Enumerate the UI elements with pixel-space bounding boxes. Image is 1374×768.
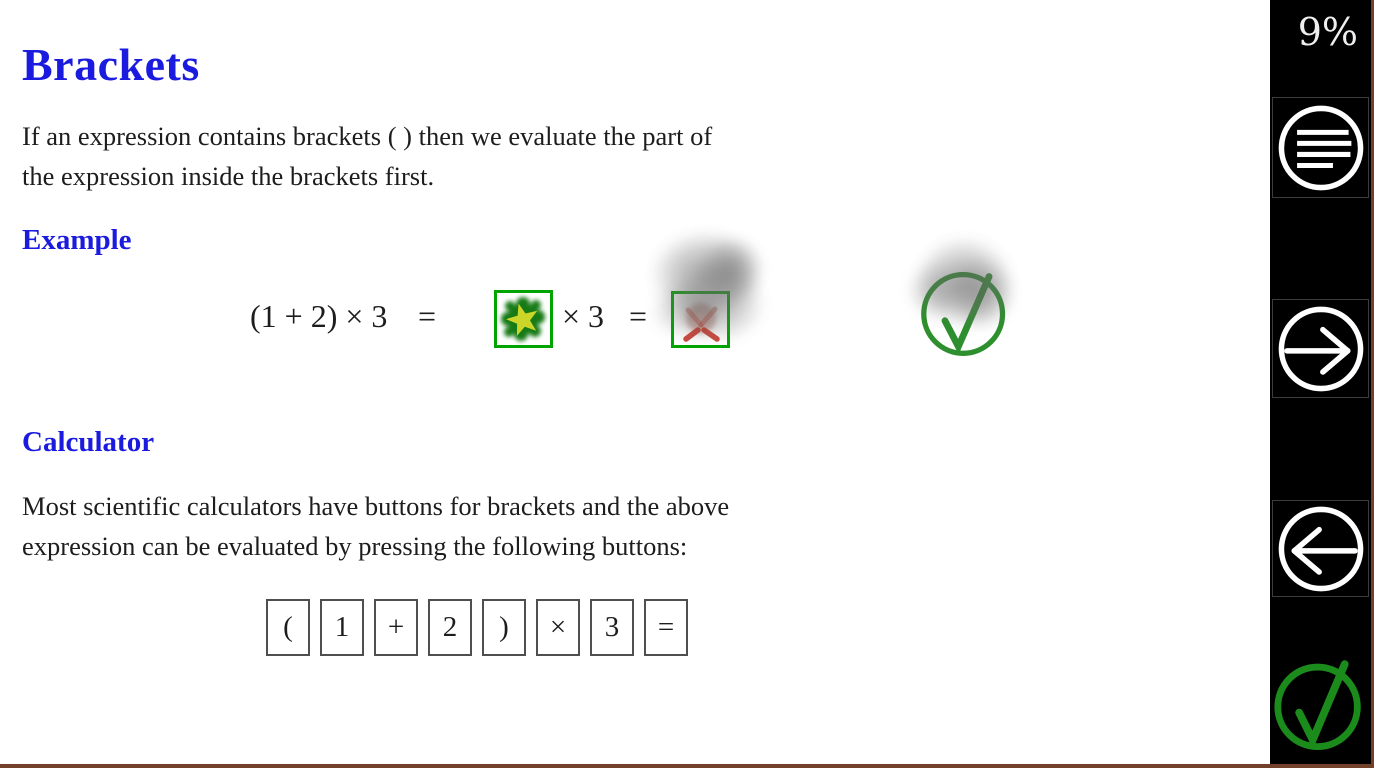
calculator-line-2: expression can be evaluated by pressing the following buttons:	[22, 531, 688, 561]
arrow-left-icon	[1275, 503, 1367, 595]
equals-sign-1: =	[418, 298, 437, 334]
sidebar	[1270, 0, 1374, 768]
calculator-paragraph	[22, 486, 1032, 566]
smudged-red-cross-icon	[674, 294, 727, 345]
times-three: × 3	[562, 298, 605, 334]
calculator-line-1: Most scientific calculators have buttons for brackets and the above	[22, 491, 730, 521]
calc-key-plus: +	[374, 599, 418, 656]
intro-line-1: If an expression contains brackets ( ) then we evaluate the part of	[22, 121, 713, 151]
calc-key-1: 1	[320, 599, 364, 656]
calc-key-close-bracket: )	[482, 599, 526, 656]
calc-key-multiply: ×	[536, 599, 580, 656]
page-title: Brackets	[22, 39, 200, 90]
menu-lines-icon	[1275, 102, 1367, 194]
calc-key-2: 2	[428, 599, 472, 656]
green-check-circle-icon	[919, 264, 1015, 362]
example-heading: Example	[22, 224, 132, 256]
previous-page-button[interactable]	[1272, 500, 1369, 597]
hidden-answer-box[interactable]	[671, 291, 730, 348]
calculator-heading: Calculator	[22, 426, 155, 458]
window-frame-bottom	[0, 764, 1374, 768]
intro-paragraph	[22, 116, 1032, 196]
check-answers-button[interactable]	[1272, 644, 1369, 758]
check-icon	[1272, 648, 1369, 754]
calc-key-equals: =	[644, 599, 688, 656]
expression-lhs: (1 + 2) × 3	[250, 298, 388, 334]
progress-label: 9%	[1297, 10, 1358, 54]
calc-key-3: 3	[590, 599, 634, 656]
calculator-keys-row	[266, 599, 688, 656]
equals-sign-2: =	[629, 298, 648, 334]
star-answer-box[interactable]	[494, 290, 553, 348]
intro-line-2: the expression inside the brackets first.	[22, 161, 435, 191]
next-page-button[interactable]	[1272, 299, 1369, 398]
star-burst-sticker-icon	[497, 293, 550, 345]
calc-key-open-bracket: (	[266, 599, 310, 656]
arrow-right-icon	[1275, 303, 1367, 395]
menu-button[interactable]	[1272, 97, 1369, 198]
